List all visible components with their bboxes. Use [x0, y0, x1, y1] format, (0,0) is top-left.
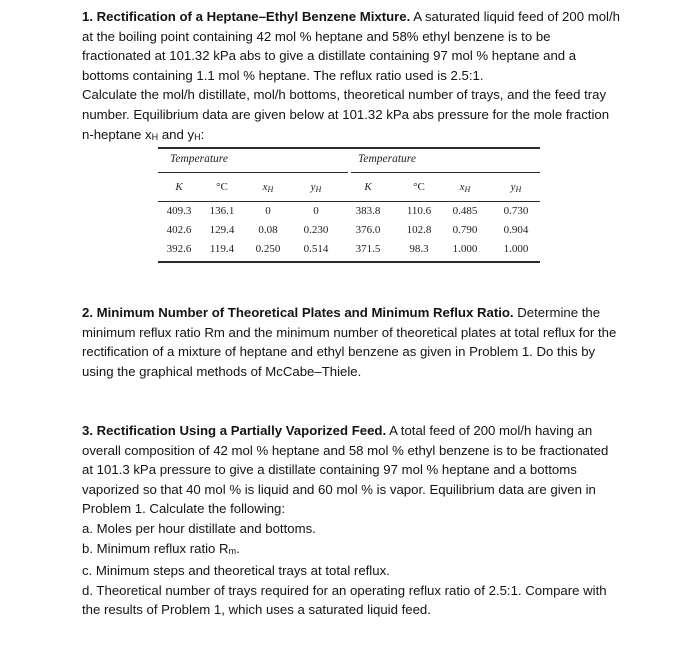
temperature-group-right: Temperature	[358, 153, 416, 165]
table-cell: 136.1	[209, 205, 235, 217]
table-cell: 1.000	[452, 243, 478, 255]
item-a: a. Moles per hour distillate and bottoms.	[82, 520, 316, 536]
col-header-subscript: H	[464, 185, 471, 194]
table-cell: 0.250	[255, 243, 281, 255]
table-cell: 0.485	[452, 205, 478, 217]
problem-1	[82, 7, 622, 147]
table-cell: 0.514	[303, 243, 329, 255]
table-cell: 119.4	[209, 243, 235, 255]
table-cell: 409.3	[166, 205, 192, 217]
item-b-period: .	[236, 540, 240, 556]
colon-text: :	[200, 126, 205, 142]
problem-3-body: A total feed of 200 mol/h having an overall composition of 42 mol % heptane and 58 mol % ethyl benzene is to be fractionated at 101.3 kPa pressure to give a distillate containing 97 mol % heptane and a bottoms vaporized so that 40 mol % is liquid and 60 mol % is vapor. Equilibrium data are given in Problem 1. Calculate the following:	[82, 423, 609, 517]
col-header-variable: x	[262, 181, 268, 193]
table-cell: 383.8	[355, 205, 381, 217]
table-cell: 102.8	[406, 224, 432, 236]
problem-2-body: Determine the minimum reflux ratio Rm and the minimum number of theoretical plates at total reflux for the rectification of a mixture of heptane and ethyl benzene as given in Problem 1. Do this by using the graphical methods of McCabe–Thiele.	[82, 305, 617, 379]
table-bottom-rule	[158, 261, 540, 263]
item-d: d. Theoretical number of trays required for an operating reflux ratio of 2.5:1. Compare with the results of Problem 1, which uses a saturated liquid feed.	[82, 582, 607, 618]
table-cell: 1.000	[503, 243, 529, 255]
problem-3	[82, 421, 622, 620]
table-cell: 0.230	[303, 224, 329, 236]
col-header-k: K	[364, 181, 372, 193]
item-c: c. Minimum steps and theoretical trays at total reflux.	[82, 563, 390, 579]
col-header-xh	[263, 181, 274, 194]
problem-2-text	[82, 303, 622, 381]
table-cell: 0	[313, 205, 319, 217]
table-cell: 0.904	[503, 224, 529, 236]
table-cell: 0	[265, 205, 271, 217]
table-cell: 0.790	[452, 224, 478, 236]
table-cell: 392.6	[166, 243, 192, 255]
col-header-yh	[311, 181, 322, 194]
col-header-k: K	[175, 181, 183, 193]
problem-3-title: 3. Rectification Using a Partially Vaporized Feed.	[82, 423, 387, 438]
group-rule-right	[351, 172, 540, 173]
subscript-h-x: H	[151, 131, 159, 142]
problem-1-body: A saturated liquid feed of 200 mol/h at the boiling point containing 42 mol % heptane and 58% ethyl benzene is to be fractionated at 101.32 kPa abs to give a distillate containing 97 mol % heptane and a bottoms containing 1.1 mol % heptane. The reflux ratio used is 2.5:1.	[82, 9, 620, 83]
temperature-group-left: Temperature	[170, 153, 228, 165]
problem-3-text	[82, 421, 622, 519]
item-b-text: b. Minimum reflux ratio R	[82, 540, 229, 556]
problem-1-text	[82, 7, 622, 85]
and-y-text: and y	[158, 126, 195, 142]
col-header-yh	[511, 181, 522, 194]
header-rule	[158, 201, 540, 202]
table-cell: 129.4	[209, 224, 235, 236]
table-top-rule	[158, 147, 540, 149]
problem-2-title: 2. Minimum Number of Theoretical Plates and Minimum Reflux Ratio.	[82, 305, 514, 320]
problem-1-text-2	[82, 85, 622, 147]
table-cell: 0.08	[258, 224, 278, 236]
col-header-variable: x	[459, 181, 465, 193]
subscript-h-y: H	[194, 131, 201, 142]
col-header-c: °C	[216, 181, 228, 193]
table-cell: 402.6	[166, 224, 192, 236]
col-header-subscript: H	[515, 185, 522, 194]
col-header-subscript: H	[315, 185, 322, 194]
col-header-variable: y	[310, 181, 316, 193]
table-cell: 371.5	[355, 243, 381, 255]
table-cell: 110.6	[406, 205, 432, 217]
item-b	[82, 539, 622, 562]
problem-2	[82, 303, 622, 381]
table-cell: 98.3	[409, 243, 429, 255]
col-header-xh	[460, 181, 471, 194]
group-rule-left	[158, 172, 348, 173]
col-header-c: °C	[413, 181, 425, 193]
subscript-m: m	[228, 545, 237, 556]
col-header-subscript: H	[267, 185, 274, 194]
table-cell: 0.730	[503, 205, 529, 217]
problem-1-title: 1. Rectification of a Heptane–Ethyl Benzene Mixture.	[82, 9, 411, 24]
col-header-variable: y	[510, 181, 516, 193]
table-cell: 376.0	[355, 224, 381, 236]
problem-1-body-2: Calculate the mol/h distillate, mol/h bottoms, theoretical number of trays, and the feed tray number. Equilibrium data are given below at 101.32 kPa abs pressure for the mole fraction n-heptane x	[82, 87, 610, 142]
